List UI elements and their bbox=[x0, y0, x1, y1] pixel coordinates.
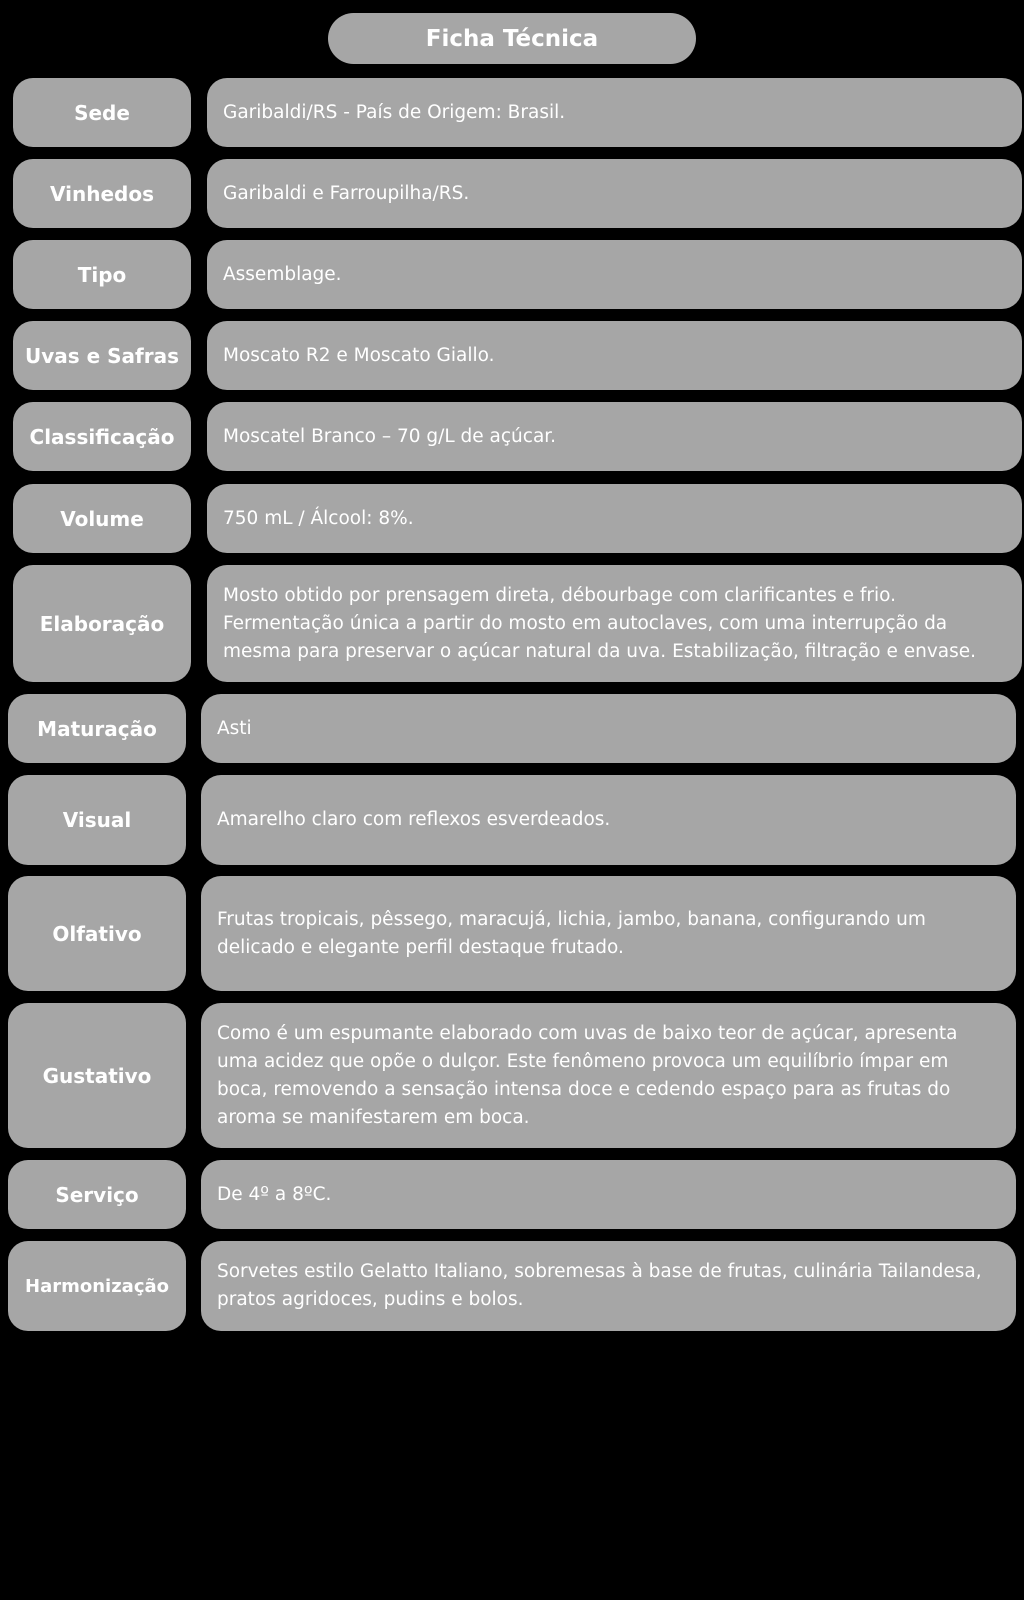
label-elaboracao: Elaboração bbox=[13, 565, 191, 682]
value-vinhedos-text: Garibaldi e Farroupilha/RS. bbox=[223, 182, 470, 204]
value-harmonizacao bbox=[201, 1241, 1016, 1331]
value-servico-text: De 4º a 8ºC. bbox=[217, 1183, 332, 1205]
value-visual-text: Amarelho claro com reflexos esverdeados. bbox=[217, 809, 611, 830]
value-harmonizacao-text: Sorvetes estilo Gelatto Italiano, sobremesas à base de frutas, culinária Tailandesa, pratos agridoces, pudins e bolos. bbox=[217, 1261, 982, 1310]
value-elaboracao bbox=[207, 565, 1022, 682]
value-tipo-text: Assemblage. bbox=[223, 263, 342, 285]
label-uvas-e-safras: Uvas e Safras bbox=[13, 321, 191, 390]
value-gustativo-text: Como é um espumante elaborado com uvas de baixo teor de açúcar, apresenta uma acidez que opõe o dulçor. Este fenômeno provoca um equilíbrio ímpar em boca, removendo a sensação intensa doce e cedendo espaço para as frutas do aroma se manifestarem em boca. bbox=[217, 1022, 958, 1128]
value-uvas-e-safras bbox=[207, 321, 1022, 390]
label-harmonizacao: Harmonização bbox=[8, 1241, 186, 1331]
value-volume-text: 750 mL / Álcool: 8%. bbox=[223, 507, 414, 529]
value-volume bbox=[207, 484, 1022, 553]
value-vinhedos bbox=[207, 159, 1022, 228]
value-tipo bbox=[207, 240, 1022, 309]
label-servico: Serviço bbox=[8, 1160, 186, 1229]
label-classificacao: Classificação bbox=[13, 402, 191, 471]
value-visual bbox=[201, 775, 1016, 865]
label-volume: Volume bbox=[13, 484, 191, 553]
value-servico bbox=[201, 1160, 1016, 1229]
label-visual: Visual bbox=[8, 775, 186, 865]
value-sede bbox=[207, 78, 1022, 147]
label-tipo: Tipo bbox=[13, 240, 191, 309]
value-gustativo bbox=[201, 1003, 1016, 1148]
value-uvas-e-safras-text: Moscato R2 e Moscato Giallo. bbox=[223, 344, 495, 366]
value-maturacao bbox=[201, 694, 1016, 763]
label-vinhedos: Vinhedos bbox=[13, 159, 191, 228]
value-olfativo-text: Frutas tropicais, pêssego, maracujá, lichia, jambo, banana, configurando um delicado e elegante perfil destaque frutado. bbox=[217, 908, 926, 958]
value-maturacao-text: Asti bbox=[217, 717, 252, 739]
label-olfativo: Olfativo bbox=[8, 876, 186, 991]
label-sede: Sede bbox=[13, 78, 191, 147]
value-olfativo bbox=[201, 876, 1016, 991]
value-classificacao-text: Moscatel Branco – 70 g/L de açúcar. bbox=[223, 425, 557, 447]
page-title: Ficha Técnica bbox=[328, 13, 696, 64]
value-classificacao bbox=[207, 402, 1022, 471]
label-gustativo: Gustativo bbox=[8, 1003, 186, 1148]
label-maturacao: Maturação bbox=[8, 694, 186, 763]
value-elaboracao-text: Mosto obtido por prensagem direta, débourbage com clarificantes e frio. Fermentação única a partir do mosto em autoclaves, com uma interrupção da mesma para preservar o açúcar natural da uva. Estabilização, filtração e envase. bbox=[223, 584, 977, 662]
value-sede-text: Garibaldi/RS - País de Origem: Brasil. bbox=[223, 101, 566, 123]
